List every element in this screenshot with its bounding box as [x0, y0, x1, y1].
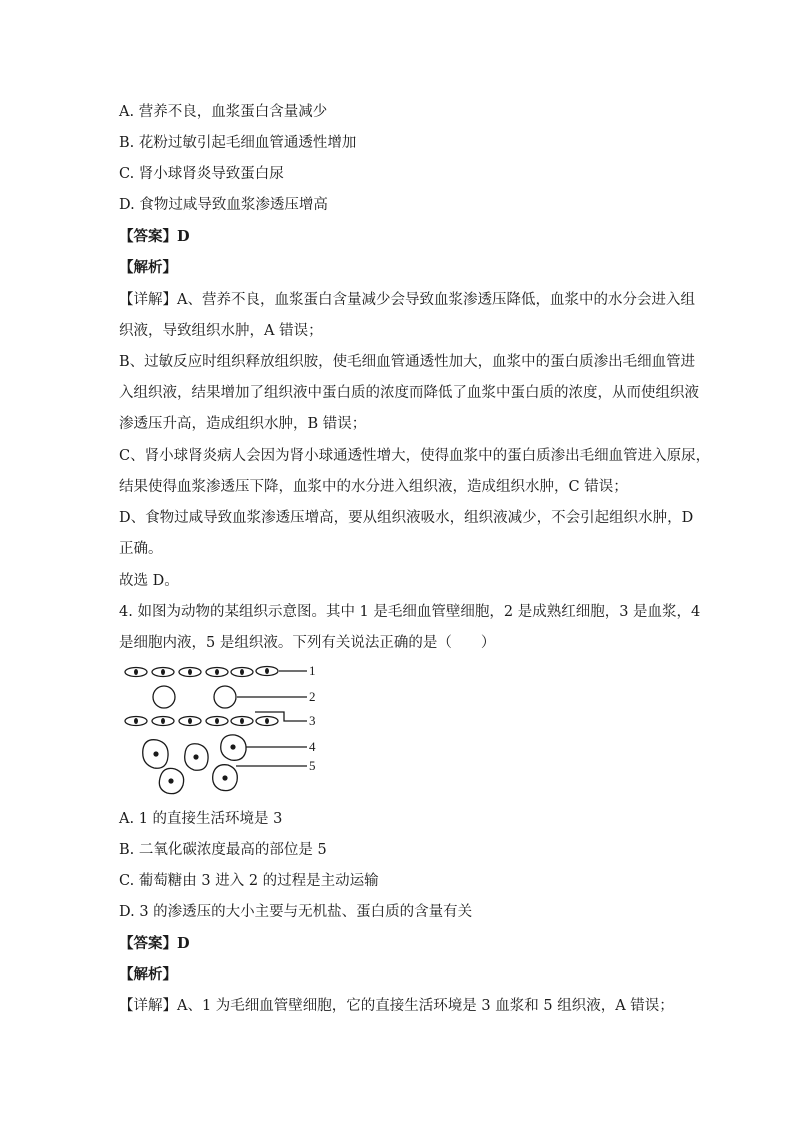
q3-detail-line: D、食物过咸导致血浆渗透压增高，要从组织液吸水，组织液减少，不会引起组织水肿，D: [119, 510, 694, 526]
tissue-diagram: [119, 660, 329, 800]
figure-label-5: 5: [309, 758, 316, 773]
q3-analysis-heading: 【解析】: [119, 259, 177, 276]
q3-option-a: A. 营养不良，血浆蛋白含量减少: [119, 104, 328, 120]
q4-analysis-heading: 【解析】: [119, 966, 177, 983]
capillary-wall-row-top: [125, 667, 278, 677]
q3-detail-line: 渗透压升高，造成组织水肿，B 错误；: [119, 416, 367, 432]
figure-label-1: 1: [309, 663, 316, 678]
figure-label-3: 3: [309, 713, 316, 728]
q3-detail-line: 织液，导致组织水肿，A 错误；: [119, 323, 323, 339]
q3-answer: 【答案】D: [119, 228, 190, 245]
q3-option-d: D. 食物过咸导致血浆渗透压增高: [119, 197, 328, 213]
q3-option-c: C. 肾小球肾炎导致蛋白尿: [119, 166, 284, 182]
q3-detail-line: 【详解】A、营养不良，血浆蛋白含量减少会导致血浆渗透压降低，血浆中的水分会进入组: [119, 292, 695, 308]
q4-answer: 【答案】D: [119, 935, 190, 952]
figure-label-2: 2: [309, 689, 316, 704]
red-blood-cell: [153, 686, 175, 708]
figure-label-4: 4: [309, 739, 316, 754]
red-blood-cell: [214, 686, 236, 708]
q4-stem-line: 是细胞内液，5 是组织液。下列有关说法正确的是（ ）: [119, 635, 496, 651]
q3-detail-line: 正确。: [119, 541, 163, 557]
capillary-wall-row-bottom: [125, 717, 278, 726]
q3-detail-line: 结果使得血浆渗透压下降，血浆中的水分进入组织液，造成组织水肿，C 错误；: [119, 479, 628, 495]
q3-detail-line: B、过敏反应时组织释放组织胺，使毛细血管通透性加大，血浆中的蛋白质渗出毛细血管进: [119, 354, 696, 370]
q3-detail-line: C、肾小球肾炎病人会因为肾小球通透性增大，使得血浆中的蛋白质渗出毛细血管进入原尿，: [119, 448, 711, 464]
q4-option-c: C. 葡萄糖由 3 进入 2 的过程是主动运输: [119, 873, 379, 889]
q3-conclusion: 故选 D。: [119, 573, 179, 589]
q3-option-b: B. 花粉过敏引起毛细血管通透性增加: [119, 135, 357, 151]
q4-stem-line: 4. 如图为动物的某组织示意图。其中 1 是毛细血管壁细胞，2 是成熟红细胞，3 是血浆，4: [119, 604, 701, 620]
q4-option-b: B. 二氧化碳浓度最高的部位是 5: [119, 842, 327, 858]
q4-option-d: D. 3 的渗透压的大小主要与无机盐、蛋白质的含量有关: [119, 904, 473, 920]
q4-detail-line: 【详解】A、1 为毛细血管壁细胞，它的直接生活环境是 3 血浆和 5 组织液，A 错误；: [119, 998, 674, 1014]
q4-option-a: A. 1 的直接生活环境是 3: [119, 811, 283, 827]
q3-detail-line: 入组织液，结果增加了组织液中蛋白质的浓度而降低了血浆中蛋白质的浓度，从而使组织液: [119, 385, 699, 401]
